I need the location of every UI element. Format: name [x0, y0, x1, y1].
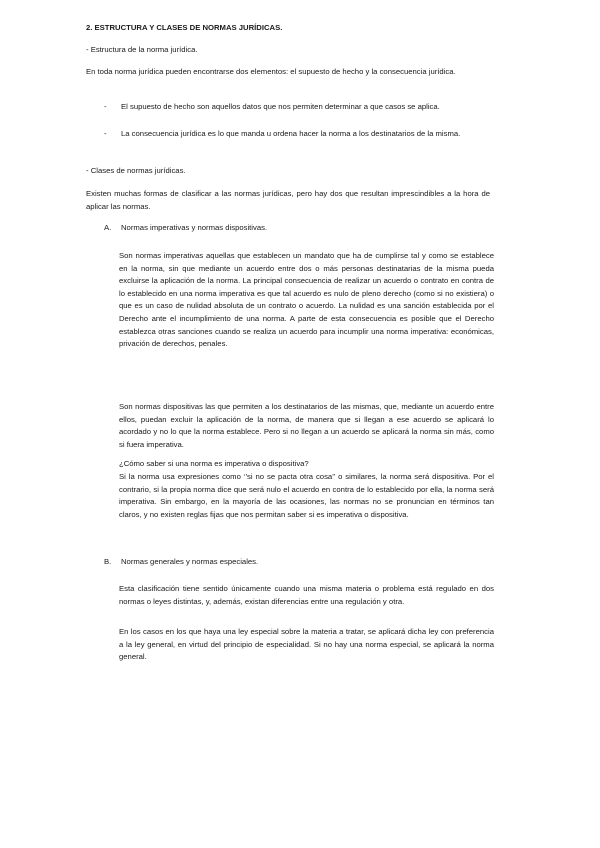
estructura-title: - Estructura de la norma jurídica. [86, 45, 198, 54]
estructura-intro: En toda norma jurídica pueden encontrarse dos elementos: el supuesto de hecho y la consecuencia jurídica. [86, 67, 456, 76]
section-b-paragraph: Esta clasificación tiene sentido únicamente cuando una misma materia o problema está regulado en dos normas o leyes distintas, y, además, existan diferencias entre una regulación y otra. [119, 584, 494, 606]
section-a-paragraph: Si la norma usa expresiones como ‘’si no se pacta otra cosa’’ o similares, la norma será dispositiva. Por el contrario, si la propia norma dice que será nulo el acuerdo en contra de lo establecido por ella, la norma será imperativa. Sin embargo, en la mayoría de las ocasiones, las normas no se pronuncian en términos tan claros, y no existen reglas fijas que nos permitan saber si es imperativa o dispositiva. [119, 472, 494, 519]
bullet-consecuencia-juridica: La consecuencia jurídica es lo que manda u ordena hacer la norma a los destinatarios de la misma. [121, 129, 461, 138]
section-a-paragraph: Son normas dispositivas las que permiten a los destinatarios de las mismas, que, mediante un acuerdo entre ellos, puedan excluir la aplicación de la norma, de manera que si llegan a ese acuerdo se aplicará lo acordado y no lo que la norma establece. Pero si no llegan a un acuerdo se aplicará la norma sin más, como si fuera imperativa. [119, 402, 494, 449]
bullet-marker: - [104, 102, 107, 111]
section-b-title: Normas generales y normas especiales. [121, 557, 259, 566]
bullet-supuesto-de-hecho: El supuesto de hecho son aquellos datos que nos permiten determinar a que casos se aplica. [121, 102, 440, 111]
page-heading: 2. ESTRUCTURA Y CLASES DE NORMAS JURÍDICAS. [86, 23, 283, 32]
section-b-marker: B. [104, 557, 112, 566]
section-a-title: Normas imperativas y normas dispositivas. [121, 223, 268, 232]
clases-title: - Clases de normas jurídicas. [86, 166, 186, 175]
bullet-marker: - [104, 129, 107, 138]
section-a-marker: A. [104, 223, 112, 232]
section-a-paragraph: Son normas imperativas aquellas que establecen un mandato que ha de cumplirse tal y como se establece en la norma, sin que mediante un acuerdo entre dos o más personas destinatarias de la misma pueda excluirse la aplicación de la norma. La principal consecuencia de realizar un acuerdo o contrato en contra de lo establecido en una norma imperativa es que tal acuerdo es nulo de pleno derecho (como si no existiera) o que es un caso de nulidad absoluta de un contrato o acuerdo. La nulidad es una sanción establecida por el Derecho ante el incumplimiento de una norma. A parte de esta consecuencia es posible que el Derecho establezca otras sanciones cuando se realiza un acuerdo para incumplir una norma imperativa: económicas, privación de derechos, penales. [119, 251, 494, 349]
section-a-question: ¿Cómo saber si una norma es imperativa o dispositiva? [119, 459, 309, 468]
clases-intro: Existen muchas formas de clasificar a las normas jurídicas, pero hay dos que resultan imprescindibles a la hora de aplicar las normas. [86, 189, 490, 211]
section-b-paragraph: En los casos en los que haya una ley especial sobre la materia a tratar, se aplicará dicha ley con preferencia a la ley general, en virtud del principio de especialidad. Si no hay una norma especial, se aplicará la norma general. [119, 627, 494, 662]
